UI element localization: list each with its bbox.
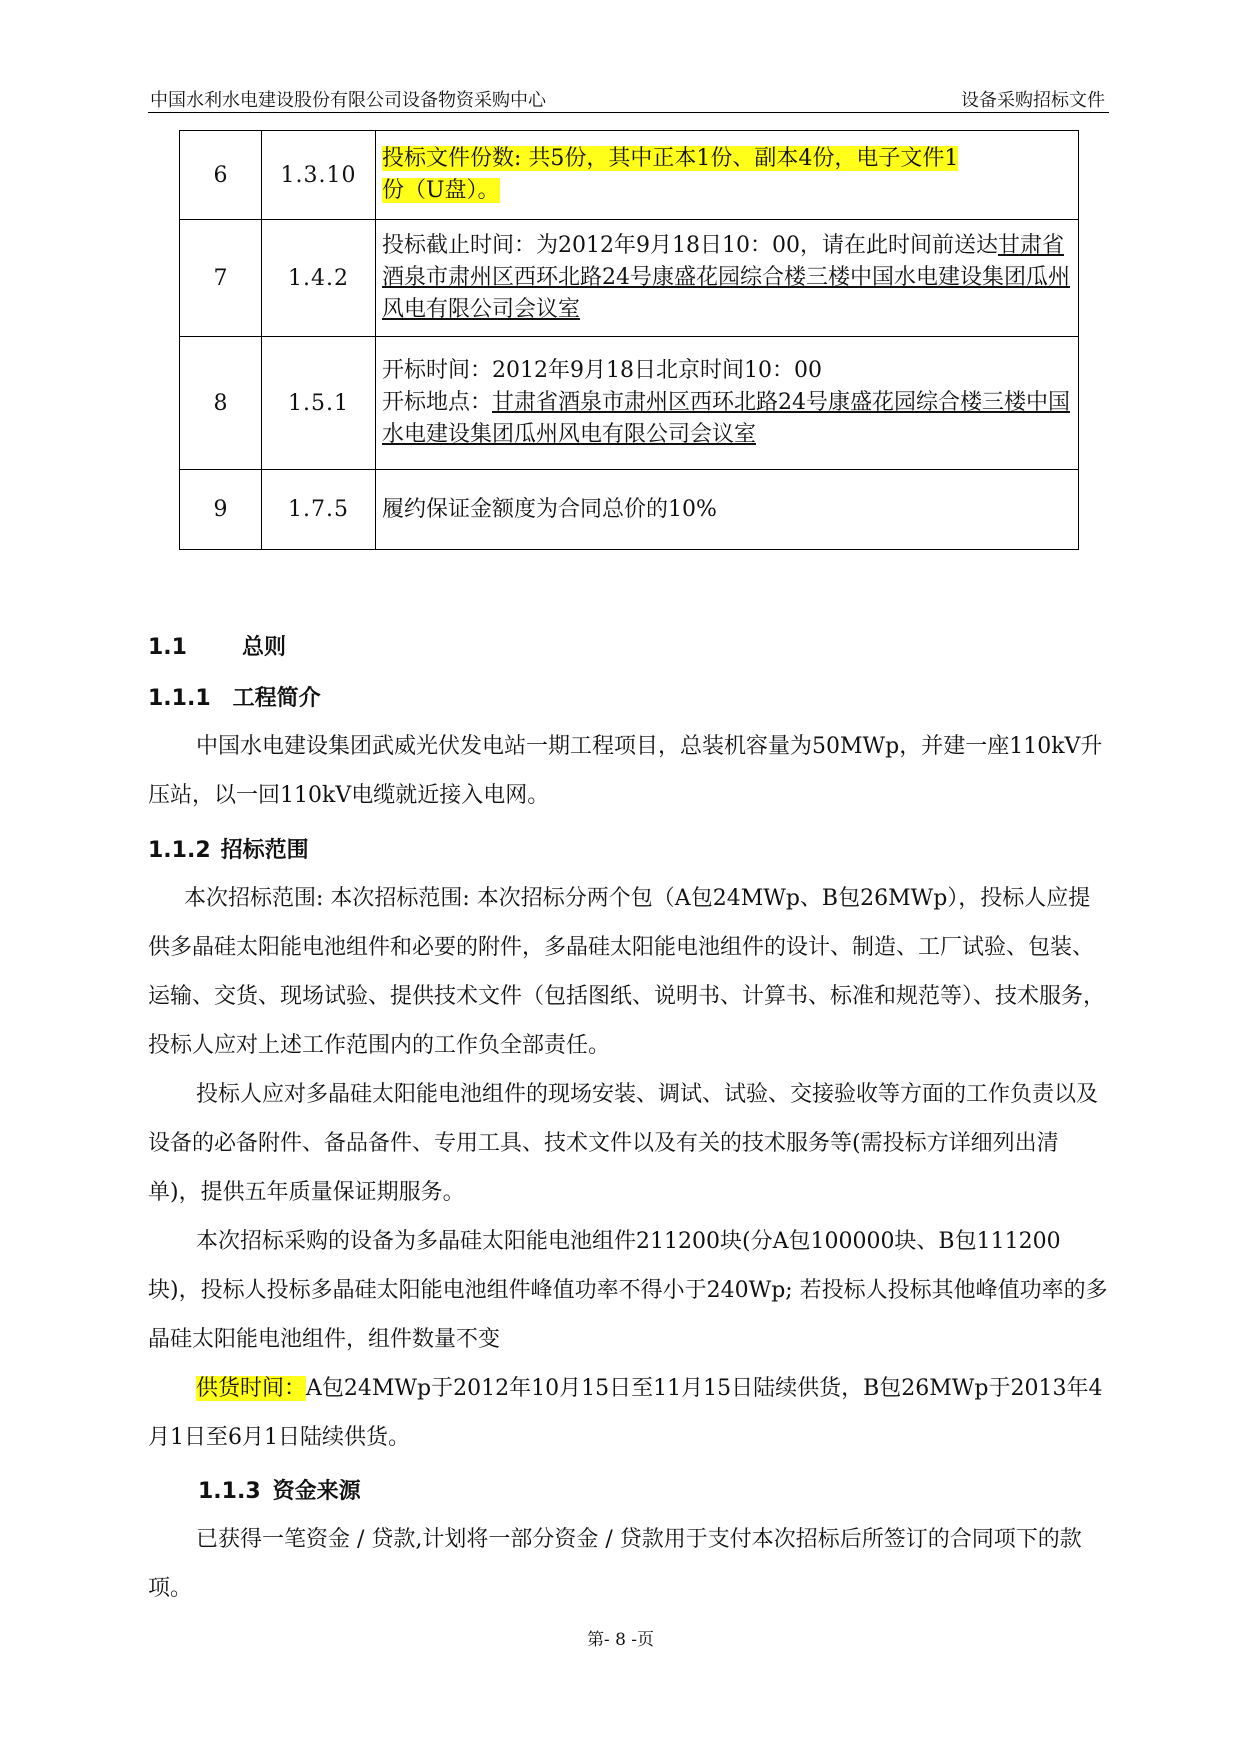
paragraph-delivery-time	[148, 1364, 1110, 1462]
paragraph-funding-source: 已获得一笔资金 / 贷款,计划将一部分资金 / 贷款用于支付本次招标后所签订的合同项下的款项。	[148, 1527, 1082, 1601]
section-title: 资金来源	[272, 1479, 361, 1504]
paragraph-bidder-responsibility: 投标人应对多晶硅太阳能电池组件的现场安装、调试、试验、交接验收等方面的工作负责以及设备的必备附件、备品备件、专用工具、技术文件以及有关的技术服务等(需投标方详细列出清单)，提供五年质量保证期服务。	[148, 1082, 1099, 1205]
section-number: 1.1.2	[148, 838, 211, 863]
section-title: 招标范围	[220, 838, 309, 863]
header-document-title: 设备采购招标文件	[961, 90, 1105, 111]
table-row	[180, 131, 1079, 220]
section-number: 1.1	[148, 635, 187, 660]
content-text: 投标截止时间：为2012年9月18日10：00，请在此时间前送达	[382, 233, 998, 258]
table-row	[180, 470, 1079, 550]
clause-number: 1.7.5	[262, 470, 376, 550]
content-text: 履约保证金额度为合同总价的10%	[382, 496, 717, 522]
row-number: 6	[180, 131, 262, 220]
section-number: 1.1.1	[148, 686, 211, 711]
clause-number: 1.4.2	[262, 220, 376, 337]
content-text: 开标时间：2012年9月18日北京时间10：00	[382, 358, 822, 383]
paragraph-bid-scope: 本次招标范围: 本次招标范围: 本次招标分两个包（A包24MWp、B包26MWp），投标人应提供多晶硅太阳能电池组件和必要的附件，多晶硅太阳能电池组件的设计、制造、工厂试验、包装、运输、交货、现场试验、提供技术文件（包括图纸、说明书、计算书、标准和规范等）、技术服务，投标人应对上述工作范围内的工作负全部责任。	[148, 886, 1106, 1058]
section-heading-1-1	[148, 630, 286, 661]
section-heading-1-1-2	[148, 833, 309, 864]
header-organization: 中国水利水电建设股份有限公司设备物资采购中心	[150, 90, 546, 111]
underlined-address: 甘肃省酒泉市肃州区西环北路24号康盛花园综合楼三楼中国水电建设集团瓜州风电有限公司会议室	[382, 233, 1070, 322]
table-row	[180, 220, 1079, 337]
highlighted-label: 供货时间：	[196, 1376, 307, 1401]
row-content	[376, 337, 1079, 470]
content-text: 开标地点：	[382, 390, 493, 415]
row-number: 8	[180, 337, 262, 470]
page-number: 第- 8 -页	[586, 1630, 655, 1650]
section-title: 工程简介	[232, 686, 321, 711]
section-title: 总则	[241, 635, 286, 660]
paragraph-project-intro: 中国水电建设集团武威光伏发电站一期工程项目，总装机容量为50MWp，并建一座110kV升压站，以一回110kV电缆就近接入电网。	[148, 734, 1103, 808]
row-content	[376, 220, 1079, 337]
clause-number: 1.5.1	[262, 337, 376, 470]
row-content	[376, 470, 1079, 550]
table-row	[180, 337, 1079, 470]
row-number: 9	[180, 470, 262, 550]
header-divider	[148, 112, 1109, 113]
row-number: 7	[180, 220, 262, 337]
section-heading-1-1-3	[198, 1474, 361, 1505]
section-heading-1-1-1	[148, 681, 321, 712]
section-number: 1.1.3	[198, 1479, 261, 1504]
paragraph-equipment-quantity: 本次招标采购的设备为多晶硅太阳能电池组件211200块(分A包100000块、B包111200块)，投标人投标多晶硅太阳能电池组件峰值功率不得小于240Wp; 若投标人投标其他峰值功率的多晶硅太阳能电池组件，组件数量不变	[148, 1229, 1108, 1352]
clause-number: 1.3.10	[262, 131, 376, 220]
row-content	[376, 131, 1079, 220]
delivery-time-text: A包24MWp于2012年10月15日至11月15日陆续供货，B包26MWp于2013年4月1日至6月1日陆续供货。	[148, 1376, 1103, 1450]
highlighted-text: 投标文件份数: 共5份，其中正本1份、副本4份，电子文件1	[382, 146, 959, 171]
bid-data-table	[179, 130, 1079, 550]
highlighted-text: 份（U盘）。	[382, 178, 500, 203]
underlined-address: 甘肃省酒泉市肃州区西环北路24号康盛花园综合楼三楼中国水电建设集团瓜州风电有限公司会议室	[382, 390, 1071, 447]
